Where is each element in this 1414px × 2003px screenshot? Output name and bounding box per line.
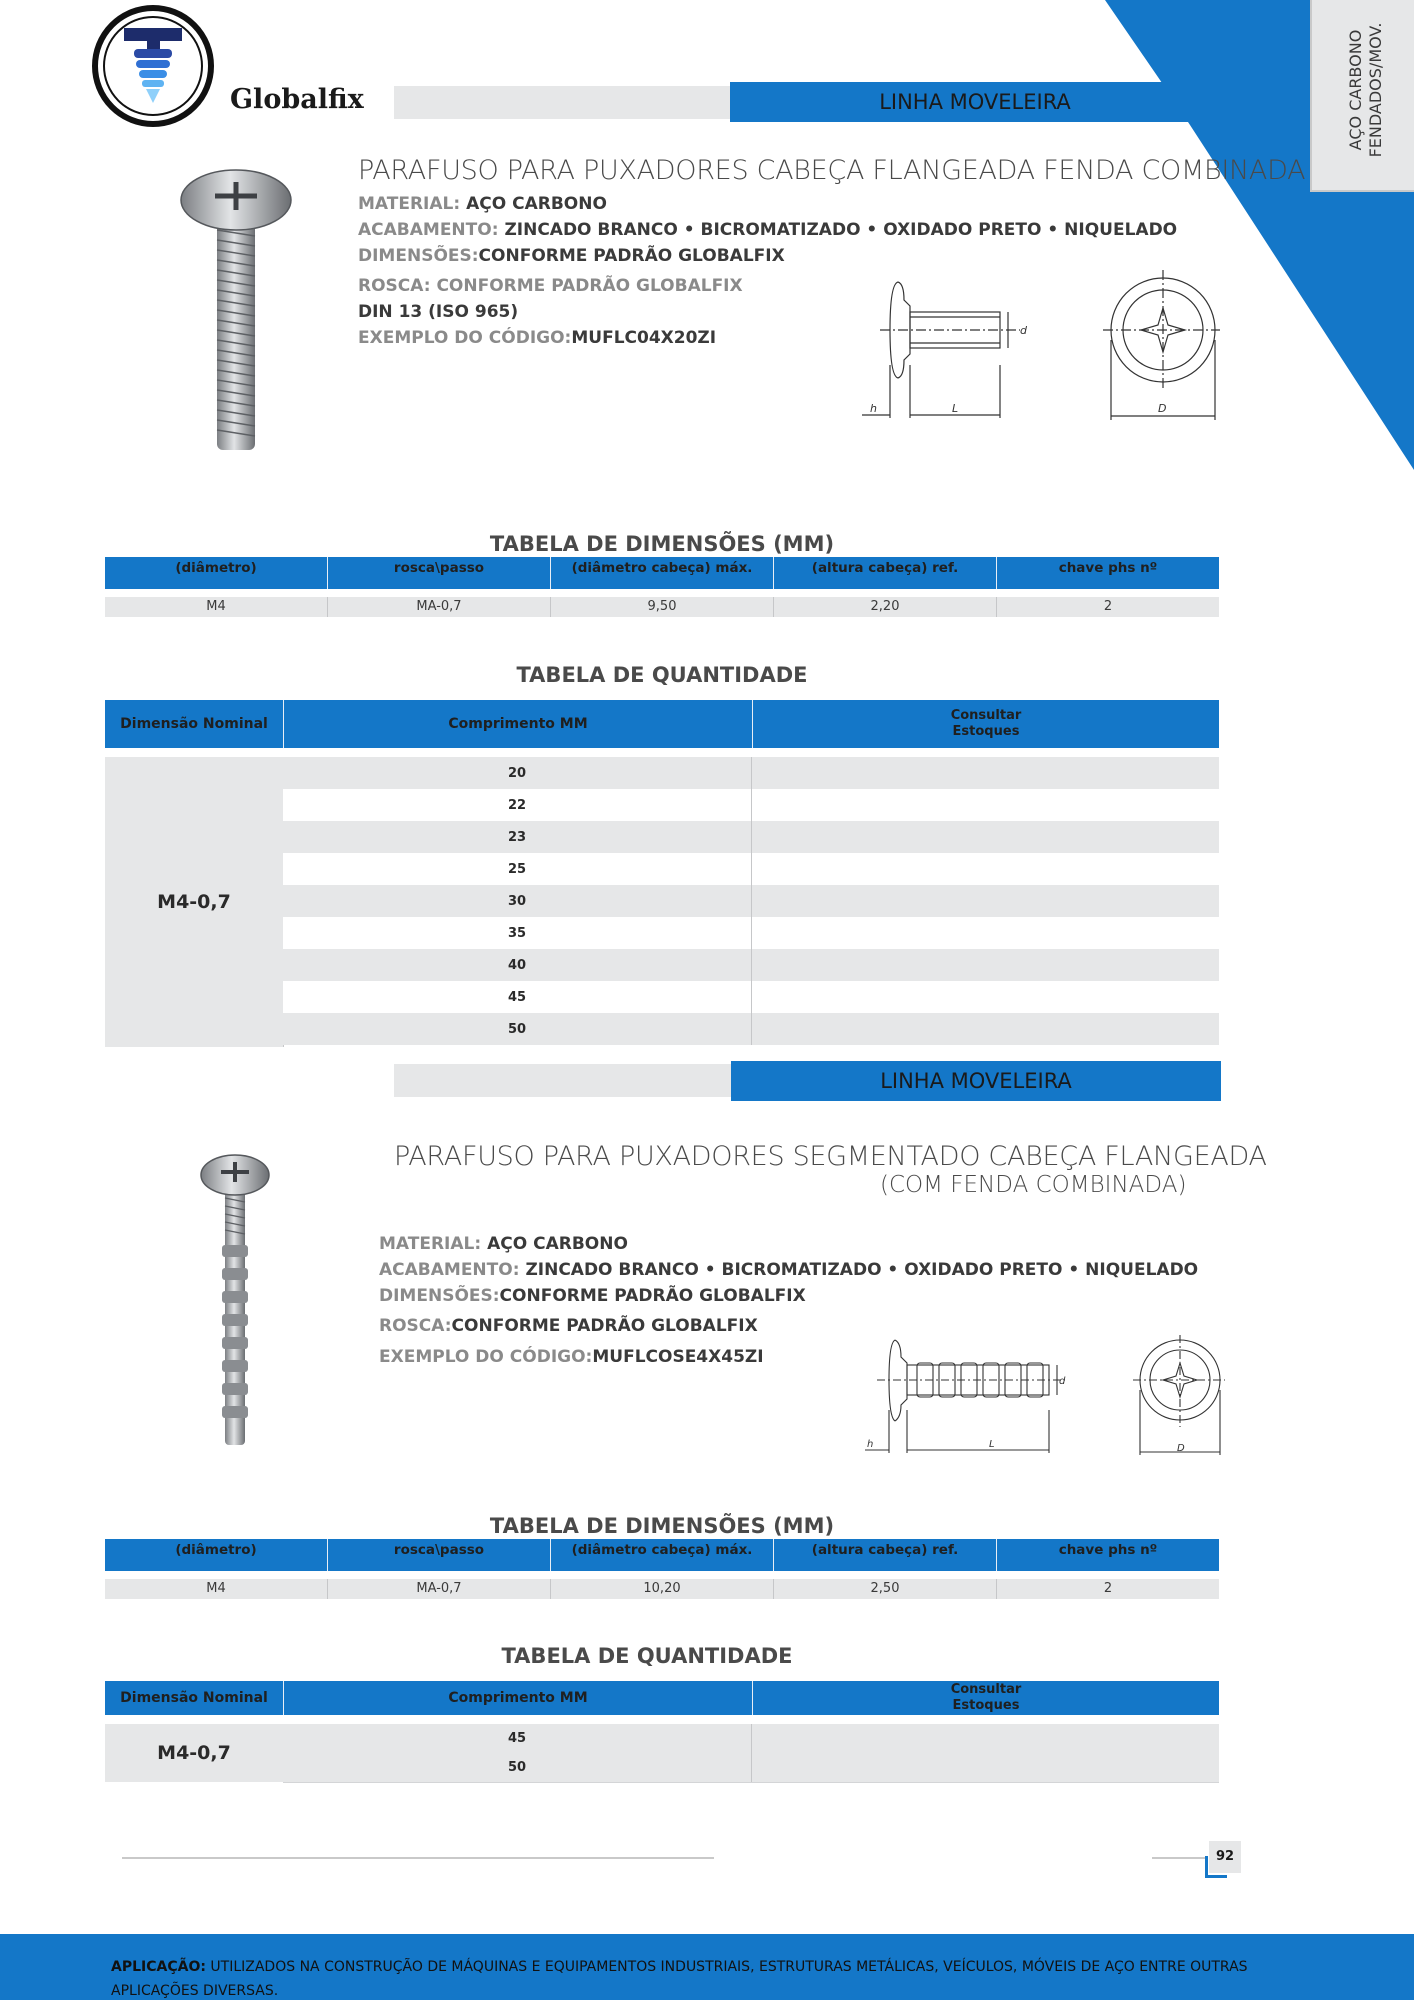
quantity-row <box>283 981 1219 1013</box>
drawing-label-l: L <box>989 1439 995 1450</box>
line-label: LINHA MOVELEIRA <box>879 90 1071 114</box>
spec-codigo <box>379 1349 764 1366</box>
dim-header-cell: rosca\passo <box>328 557 551 589</box>
dimension-table-title: TABELA DE DIMENSÕES (MM) <box>489 532 835 556</box>
quantity-nominal-cell <box>105 1724 284 1782</box>
qty-header-stock: Consultar Estoques <box>950 1682 1022 1713</box>
dimension-table-row <box>105 597 1219 617</box>
dim-cell: 2,20 <box>774 597 997 617</box>
dim-cell: MA-0,7 <box>328 1579 551 1599</box>
application-description: UTILIZADOS NA CONSTRUÇÃO DE MÁQUINAS E EQUIPAMENTOS INDUSTRIAIS, ESTRUTURAS METÁLICAS, VEÍCULOS, MÓVEIS DE AÇO ENTRE OUTRAS APLICAÇÕES DIVERSAS. <box>111 1959 1248 1999</box>
spec-acabamento-value: ZINCADO BRANCO • BICROMATIZADO • OXIDADO PRETO • NIQUELADO <box>525 1260 1199 1280</box>
brand-name: Globalfix <box>230 84 364 115</box>
dim-header-cell: (altura cabeça) ref. <box>774 557 997 589</box>
qty-header-length: Comprimento MM <box>284 1681 753 1715</box>
technical-drawing <box>865 1335 1225 1460</box>
spec-dimensoes-label: DIMENSÕES: <box>379 1286 500 1306</box>
quantity-row <box>283 1013 1219 1045</box>
product-title-line1: PARAFUSO PARA PUXADORES SEGMENTADO CABEÇA FLANGEADA <box>394 1141 1267 1172</box>
application-label: APLICAÇÃO: <box>111 1959 206 1975</box>
dim-cell: 2 <box>1103 1581 1113 1596</box>
dim-cell: M4 <box>105 597 328 617</box>
quantity-length-cell: 50 <box>283 1013 752 1045</box>
dimension-table-header <box>105 557 1219 589</box>
spec-rosca: ROSCA: CONFORME PADRÃO GLOBALFIX <box>358 276 743 296</box>
drawing-label-l: L <box>952 402 959 415</box>
globalfix-logo <box>90 3 216 129</box>
dim-header-cell: chave phs nº <box>1058 560 1158 576</box>
spec-din: DIN 13 (ISO 965) <box>358 302 519 322</box>
quantity-table-title: TABELA DE QUANTIDADE <box>516 663 808 687</box>
qty-header-nominal: Dimensão Nominal <box>105 1681 284 1715</box>
dimension-table-header <box>105 1539 1219 1571</box>
quantity-length-cell: 45 <box>283 981 752 1013</box>
spec-dimensoes-value: CONFORME PADRÃO GLOBALFIX <box>499 1286 806 1306</box>
product-photo-screw <box>175 160 295 460</box>
line-band-grey <box>394 1064 732 1097</box>
spec-codigo-label: EXEMPLO DO CÓDIGO: <box>358 328 572 348</box>
quantity-nominal-value: M4-0,7 <box>157 891 231 913</box>
drawing-label-h: h <box>870 402 877 415</box>
category-side-tab <box>1310 0 1414 192</box>
spec-codigo-label: EXEMPLO DO CÓDIGO: <box>379 1347 593 1367</box>
spec-dimensoes-value: CONFORME PADRÃO GLOBALFIX <box>478 246 785 266</box>
quantity-length-cell: 45 <box>283 1724 752 1753</box>
quantity-row <box>283 757 1219 789</box>
quantity-table-header <box>105 700 1219 748</box>
spec-acabamento <box>379 1262 1198 1279</box>
drawing-label-d-large: D <box>1158 402 1167 415</box>
quantity-length-cell: 35 <box>283 917 752 949</box>
quantity-row <box>283 853 1219 885</box>
product-title: PARAFUSO PARA PUXADORES CABEÇA FLANGEADA FENDA COMBINADA <box>358 155 1306 186</box>
dim-header-cell: (diâmetro cabeça) máx. <box>551 1539 774 1571</box>
spec-material <box>358 196 607 213</box>
line-band-grey <box>394 86 732 119</box>
quantity-row <box>283 885 1219 917</box>
qty-header-stock: Consultar Estoques <box>950 708 1022 739</box>
spec-acabamento-value: ZINCADO BRANCO • BICROMATIZADO • OXIDADO PRETO • NIQUELADO <box>504 220 1178 240</box>
spec-dimensoes <box>358 248 785 265</box>
quantity-row <box>283 917 1219 949</box>
drawing-label-d-small: d <box>1020 324 1027 337</box>
dimension-table-title: TABELA DE DIMENSÕES (MM) <box>489 1514 835 1538</box>
spec-material-label: MATERIAL: <box>379 1234 482 1254</box>
application-text <box>111 1955 1291 2003</box>
quantity-length-cell: 25 <box>283 853 752 885</box>
dim-header-cell: chave phs nº <box>1058 1542 1158 1558</box>
spec-material-label: MATERIAL: <box>358 194 461 214</box>
dim-cell: 9,50 <box>551 597 774 617</box>
product-photo-screw <box>195 1150 275 1450</box>
page-number: 92 <box>1209 1841 1241 1873</box>
quantity-table-header <box>105 1681 1219 1715</box>
quantity-row <box>283 949 1219 981</box>
dim-cell: 2,50 <box>774 1579 997 1599</box>
dim-header-cell: (diâmetro cabeça) máx. <box>551 557 774 589</box>
spec-acabamento-label: ACABAMENTO: <box>379 1260 526 1280</box>
spec-material-value: AÇO CARBONO <box>460 194 607 214</box>
quantity-length-cell: 50 <box>283 1753 752 1782</box>
quantity-table-title: TABELA DE QUANTIDADE <box>501 1644 793 1668</box>
application-footer <box>0 1934 1414 2000</box>
quantity-length-cell: 40 <box>283 949 752 981</box>
qty-header-length: Comprimento MM <box>284 700 753 748</box>
spec-acabamento <box>358 222 1177 239</box>
quantity-length-cell: 20 <box>283 757 752 789</box>
spec-rosca-label: ROSCA: <box>379 1316 452 1336</box>
footer-rule-right <box>1152 1857 1206 1859</box>
drawing-label-d-large: D <box>1177 1443 1185 1454</box>
line-band <box>730 82 1220 122</box>
spec-material-value: AÇO CARBONO <box>481 1234 628 1254</box>
dim-header-cell: (diâmetro) <box>105 1539 328 1571</box>
product-title-line2: (COM FENDA COMBINADA) <box>880 1172 1187 1198</box>
quantity-row <box>283 821 1219 853</box>
line-label: LINHA MOVELEIRA <box>880 1069 1072 1093</box>
dim-cell: M4 <box>105 1579 328 1599</box>
footer-rule-left <box>122 1857 714 1859</box>
spec-material <box>379 1236 628 1253</box>
qty-header-nominal: Dimensão Nominal <box>105 700 284 748</box>
spec-rosca-value: CONFORME PADRÃO GLOBALFIX <box>451 1316 758 1336</box>
spec-rosca <box>379 1318 758 1335</box>
quantity-row <box>283 1724 1219 1754</box>
dim-header-cell: (diâmetro) <box>105 557 328 589</box>
quantity-nominal-cell <box>105 757 284 1047</box>
spec-acabamento-label: ACABAMENTO: <box>358 220 505 240</box>
spec-codigo-value: MUFLC04X20ZI <box>571 328 717 348</box>
quantity-row <box>283 789 1219 821</box>
spec-dimensoes-label: DIMENSÕES: <box>358 246 479 266</box>
quantity-length-cell: 30 <box>283 885 752 917</box>
technical-drawing <box>860 270 1220 425</box>
quantity-row <box>283 1753 1219 1783</box>
line-band <box>731 1061 1221 1101</box>
spec-dimensoes <box>379 1288 806 1305</box>
drawing-label-d-small: d <box>1059 1376 1066 1387</box>
dim-header-cell: rosca\passo <box>328 1539 551 1571</box>
drawing-label-h: h <box>867 1439 874 1450</box>
side-tab-line2: FENDADOS/MOV. <box>1366 22 1385 158</box>
dim-header-cell: (altura cabeça) ref. <box>774 1539 997 1571</box>
quantity-length-cell: 23 <box>283 821 752 853</box>
dim-cell: MA-0,7 <box>328 597 551 617</box>
dim-cell: 10,20 <box>551 1579 774 1599</box>
quantity-nominal-value: M4-0,7 <box>157 1742 231 1764</box>
spec-codigo <box>358 330 716 347</box>
side-tab-line1: AÇO CARBONO <box>1346 29 1365 151</box>
dim-cell: 2 <box>1103 599 1113 614</box>
dimension-table-row <box>105 1579 1219 1599</box>
quantity-length-cell: 22 <box>283 789 752 821</box>
spec-codigo-value: MUFLCOSE4X45ZI <box>592 1347 764 1367</box>
